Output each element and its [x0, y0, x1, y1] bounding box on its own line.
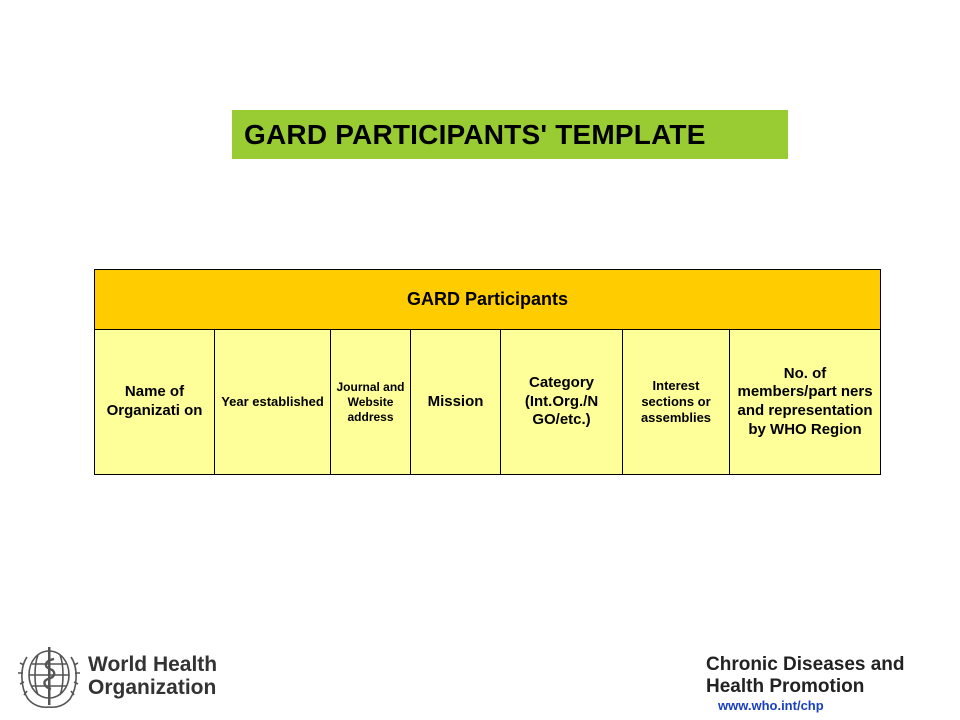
program-name [706, 654, 905, 698]
slide-title-box [232, 110, 788, 159]
table-header: GARD Participants [95, 270, 881, 330]
program-line2: Health Promotion [706, 676, 865, 697]
column-header-row [95, 330, 881, 475]
who-name [88, 653, 217, 699]
table-header-row [95, 270, 881, 330]
footer-url-link[interactable]: www.who.int/chp [718, 698, 824, 713]
slide-title: GARD PARTICIPANTS' TEMPLATE [244, 118, 706, 150]
who-emblem-icon [18, 643, 80, 709]
program-line1: Chronic Diseases and [706, 654, 905, 675]
column-interest-sections: Interest sections or assemblies [623, 330, 730, 475]
column-name-of-organization: Name of Organizati on [95, 330, 215, 475]
who-name-line2: Organization [88, 676, 217, 699]
who-logo [18, 643, 217, 709]
who-name-line1: World Health [88, 653, 218, 676]
column-year-established: Year established [215, 330, 331, 475]
participants-table [94, 269, 881, 475]
column-mission: Mission [411, 330, 501, 475]
column-journal-website: Journal and Website address [331, 330, 411, 475]
column-category: Category (Int.Org./N GO/etc.) [501, 330, 623, 475]
column-members-representation: No. of members/part ners and representation by WHO Region [730, 330, 881, 475]
